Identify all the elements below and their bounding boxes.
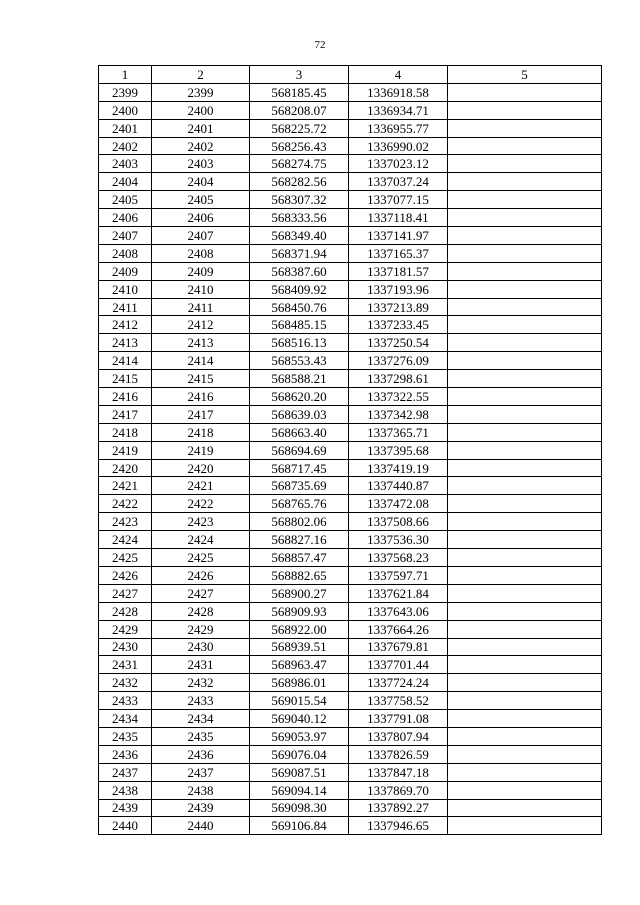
note-cell bbox=[448, 423, 602, 441]
point-number-cell: 2440 bbox=[99, 817, 152, 835]
table-row bbox=[99, 531, 602, 549]
table-row bbox=[99, 745, 602, 763]
table-row bbox=[99, 549, 602, 567]
x-coordinate-cell: 568909.93 bbox=[250, 602, 349, 620]
note-cell bbox=[448, 710, 602, 728]
point-number-cell: 2413 bbox=[99, 334, 152, 352]
x-coordinate-cell: 568802.06 bbox=[250, 513, 349, 531]
point-number-cell: 2417 bbox=[99, 405, 152, 423]
note-cell bbox=[448, 173, 602, 191]
y-coordinate-cell: 1336990.02 bbox=[349, 137, 448, 155]
point-id-cell: 2405 bbox=[152, 191, 250, 209]
y-coordinate-cell: 1337322.55 bbox=[349, 388, 448, 406]
y-coordinate-cell: 1337679.81 bbox=[349, 638, 448, 656]
point-number-cell: 2400 bbox=[99, 101, 152, 119]
x-coordinate-cell: 569076.04 bbox=[250, 745, 349, 763]
point-id-cell: 2421 bbox=[152, 477, 250, 495]
point-number-cell: 2428 bbox=[99, 602, 152, 620]
point-id-cell: 2406 bbox=[152, 209, 250, 227]
point-number-cell: 2415 bbox=[99, 370, 152, 388]
point-id-cell: 2431 bbox=[152, 656, 250, 674]
table-row bbox=[99, 584, 602, 602]
point-id-cell: 2422 bbox=[152, 495, 250, 513]
note-cell bbox=[448, 137, 602, 155]
note-cell bbox=[448, 745, 602, 763]
point-number-cell: 2436 bbox=[99, 745, 152, 763]
y-coordinate-cell: 1337118.41 bbox=[349, 209, 448, 227]
y-coordinate-cell: 1337141.97 bbox=[349, 227, 448, 245]
point-id-cell: 2400 bbox=[152, 101, 250, 119]
y-coordinate-cell: 1337077.15 bbox=[349, 191, 448, 209]
x-coordinate-cell: 568256.43 bbox=[250, 137, 349, 155]
note-cell bbox=[448, 692, 602, 710]
table-row bbox=[99, 405, 602, 423]
note-cell bbox=[448, 513, 602, 531]
point-number-cell: 2406 bbox=[99, 209, 152, 227]
point-id-cell: 2435 bbox=[152, 727, 250, 745]
point-id-cell: 2416 bbox=[152, 388, 250, 406]
point-number-cell: 2399 bbox=[99, 83, 152, 101]
note-cell bbox=[448, 280, 602, 298]
point-id-cell: 2408 bbox=[152, 244, 250, 262]
point-id-cell: 2410 bbox=[152, 280, 250, 298]
point-id-cell: 2403 bbox=[152, 155, 250, 173]
table-row bbox=[99, 692, 602, 710]
table-row bbox=[99, 388, 602, 406]
x-coordinate-cell: 568516.13 bbox=[250, 334, 349, 352]
x-coordinate-cell: 568274.75 bbox=[250, 155, 349, 173]
y-coordinate-cell: 1337643.06 bbox=[349, 602, 448, 620]
point-id-cell: 2411 bbox=[152, 298, 250, 316]
x-coordinate-cell: 568900.27 bbox=[250, 584, 349, 602]
note-cell bbox=[448, 262, 602, 280]
y-coordinate-cell: 1337508.66 bbox=[349, 513, 448, 531]
point-number-cell: 2424 bbox=[99, 531, 152, 549]
point-number-cell: 2434 bbox=[99, 710, 152, 728]
point-id-cell: 2413 bbox=[152, 334, 250, 352]
point-number-cell: 2401 bbox=[99, 119, 152, 137]
point-number-cell: 2420 bbox=[99, 459, 152, 477]
point-number-cell: 2433 bbox=[99, 692, 152, 710]
point-number-cell: 2410 bbox=[99, 280, 152, 298]
y-coordinate-cell: 1336918.58 bbox=[349, 83, 448, 101]
table-row bbox=[99, 799, 602, 817]
note-cell bbox=[448, 531, 602, 549]
x-coordinate-cell: 568553.43 bbox=[250, 352, 349, 370]
y-coordinate-cell: 1337213.89 bbox=[349, 298, 448, 316]
header-cell-5: 5 bbox=[448, 66, 602, 84]
point-number-cell: 2405 bbox=[99, 191, 152, 209]
table-row bbox=[99, 262, 602, 280]
x-coordinate-cell: 568208.07 bbox=[250, 101, 349, 119]
x-coordinate-cell: 569087.51 bbox=[250, 763, 349, 781]
point-id-cell: 2439 bbox=[152, 799, 250, 817]
note-cell bbox=[448, 495, 602, 513]
table-row bbox=[99, 566, 602, 584]
x-coordinate-cell: 569094.14 bbox=[250, 781, 349, 799]
x-coordinate-cell: 568282.56 bbox=[250, 173, 349, 191]
note-cell bbox=[448, 101, 602, 119]
point-number-cell: 2430 bbox=[99, 638, 152, 656]
point-id-cell: 2436 bbox=[152, 745, 250, 763]
note-cell bbox=[448, 799, 602, 817]
point-id-cell: 2412 bbox=[152, 316, 250, 334]
point-id-cell: 2399 bbox=[152, 83, 250, 101]
x-coordinate-cell: 568225.72 bbox=[250, 119, 349, 137]
point-number-cell: 2425 bbox=[99, 549, 152, 567]
point-number-cell: 2409 bbox=[99, 262, 152, 280]
y-coordinate-cell: 1337419.19 bbox=[349, 459, 448, 477]
x-coordinate-cell: 568333.56 bbox=[250, 209, 349, 227]
note-cell bbox=[448, 209, 602, 227]
y-coordinate-cell: 1337395.68 bbox=[349, 441, 448, 459]
point-number-cell: 2404 bbox=[99, 173, 152, 191]
table-row bbox=[99, 173, 602, 191]
table-row bbox=[99, 674, 602, 692]
x-coordinate-cell: 568349.40 bbox=[250, 227, 349, 245]
point-id-cell: 2437 bbox=[152, 763, 250, 781]
x-coordinate-cell: 568588.21 bbox=[250, 370, 349, 388]
y-coordinate-cell: 1337250.54 bbox=[349, 334, 448, 352]
table-row bbox=[99, 137, 602, 155]
y-coordinate-cell: 1337568.23 bbox=[349, 549, 448, 567]
note-cell bbox=[448, 727, 602, 745]
y-coordinate-cell: 1337193.96 bbox=[349, 280, 448, 298]
header-cell-2: 2 bbox=[152, 66, 250, 84]
page-number: 72 bbox=[314, 39, 326, 51]
note-cell bbox=[448, 781, 602, 799]
point-id-cell: 2423 bbox=[152, 513, 250, 531]
point-id-cell: 2427 bbox=[152, 584, 250, 602]
table-row bbox=[99, 638, 602, 656]
x-coordinate-cell: 568882.65 bbox=[250, 566, 349, 584]
point-id-cell: 2418 bbox=[152, 423, 250, 441]
table-row bbox=[99, 370, 602, 388]
note-cell bbox=[448, 763, 602, 781]
y-coordinate-cell: 1337037.24 bbox=[349, 173, 448, 191]
x-coordinate-cell: 569106.84 bbox=[250, 817, 349, 835]
point-number-cell: 2437 bbox=[99, 763, 152, 781]
table-row bbox=[99, 656, 602, 674]
table-row bbox=[99, 155, 602, 173]
point-number-cell: 2416 bbox=[99, 388, 152, 406]
point-id-cell: 2425 bbox=[152, 549, 250, 567]
y-coordinate-cell: 1337365.71 bbox=[349, 423, 448, 441]
header-cell-4: 4 bbox=[349, 66, 448, 84]
point-id-cell: 2404 bbox=[152, 173, 250, 191]
x-coordinate-cell: 568922.00 bbox=[250, 620, 349, 638]
point-id-cell: 2430 bbox=[152, 638, 250, 656]
point-number-cell: 2412 bbox=[99, 316, 152, 334]
table-header bbox=[99, 66, 602, 84]
y-coordinate-cell: 1337847.18 bbox=[349, 763, 448, 781]
x-coordinate-cell: 568371.94 bbox=[250, 244, 349, 262]
point-number-cell: 2421 bbox=[99, 477, 152, 495]
point-id-cell: 2432 bbox=[152, 674, 250, 692]
table-row bbox=[99, 227, 602, 245]
y-coordinate-cell: 1337621.84 bbox=[349, 584, 448, 602]
note-cell bbox=[448, 316, 602, 334]
note-cell bbox=[448, 459, 602, 477]
x-coordinate-cell: 569098.30 bbox=[250, 799, 349, 817]
note-cell bbox=[448, 477, 602, 495]
y-coordinate-cell: 1337233.45 bbox=[349, 316, 448, 334]
x-coordinate-cell: 568857.47 bbox=[250, 549, 349, 567]
x-coordinate-cell: 568450.76 bbox=[250, 298, 349, 316]
point-number-cell: 2408 bbox=[99, 244, 152, 262]
point-id-cell: 2417 bbox=[152, 405, 250, 423]
point-number-cell: 2427 bbox=[99, 584, 152, 602]
y-coordinate-cell: 1337181.57 bbox=[349, 262, 448, 280]
note-cell bbox=[448, 441, 602, 459]
point-id-cell: 2440 bbox=[152, 817, 250, 835]
x-coordinate-cell: 568735.69 bbox=[250, 477, 349, 495]
x-coordinate-cell: 568387.60 bbox=[250, 262, 349, 280]
point-id-cell: 2426 bbox=[152, 566, 250, 584]
note-cell bbox=[448, 155, 602, 173]
point-number-cell: 2435 bbox=[99, 727, 152, 745]
table-row bbox=[99, 781, 602, 799]
table-row bbox=[99, 244, 602, 262]
x-coordinate-cell: 569053.97 bbox=[250, 727, 349, 745]
point-id-cell: 2407 bbox=[152, 227, 250, 245]
table-row bbox=[99, 352, 602, 370]
table-row bbox=[99, 316, 602, 334]
x-coordinate-cell: 568409.92 bbox=[250, 280, 349, 298]
point-id-cell: 2433 bbox=[152, 692, 250, 710]
note-cell bbox=[448, 227, 602, 245]
y-coordinate-cell: 1337946.65 bbox=[349, 817, 448, 835]
point-id-cell: 2401 bbox=[152, 119, 250, 137]
table-row bbox=[99, 620, 602, 638]
x-coordinate-cell: 568639.03 bbox=[250, 405, 349, 423]
x-coordinate-cell: 568717.45 bbox=[250, 459, 349, 477]
point-number-cell: 2431 bbox=[99, 656, 152, 674]
note-cell bbox=[448, 191, 602, 209]
table-row bbox=[99, 83, 602, 101]
point-number-cell: 2429 bbox=[99, 620, 152, 638]
y-coordinate-cell: 1337472.08 bbox=[349, 495, 448, 513]
table-row bbox=[99, 191, 602, 209]
y-coordinate-cell: 1337664.26 bbox=[349, 620, 448, 638]
note-cell bbox=[448, 584, 602, 602]
y-coordinate-cell: 1337440.87 bbox=[349, 477, 448, 495]
x-coordinate-cell: 568694.69 bbox=[250, 441, 349, 459]
note-cell bbox=[448, 566, 602, 584]
table-row bbox=[99, 101, 602, 119]
note-cell bbox=[448, 405, 602, 423]
x-coordinate-cell: 568307.32 bbox=[250, 191, 349, 209]
table-row bbox=[99, 817, 602, 835]
point-number-cell: 2426 bbox=[99, 566, 152, 584]
table-row bbox=[99, 280, 602, 298]
y-coordinate-cell: 1337758.52 bbox=[349, 692, 448, 710]
x-coordinate-cell: 568765.76 bbox=[250, 495, 349, 513]
point-id-cell: 2434 bbox=[152, 710, 250, 728]
note-cell bbox=[448, 370, 602, 388]
table-row bbox=[99, 477, 602, 495]
point-id-cell: 2424 bbox=[152, 531, 250, 549]
point-id-cell: 2420 bbox=[152, 459, 250, 477]
header-cell-3: 3 bbox=[250, 66, 349, 84]
point-number-cell: 2407 bbox=[99, 227, 152, 245]
point-number-cell: 2422 bbox=[99, 495, 152, 513]
x-coordinate-cell: 568939.51 bbox=[250, 638, 349, 656]
table-row bbox=[99, 459, 602, 477]
point-id-cell: 2414 bbox=[152, 352, 250, 370]
note-cell bbox=[448, 388, 602, 406]
table-row bbox=[99, 727, 602, 745]
table-row bbox=[99, 298, 602, 316]
point-id-cell: 2402 bbox=[152, 137, 250, 155]
x-coordinate-cell: 569015.54 bbox=[250, 692, 349, 710]
y-coordinate-cell: 1337276.09 bbox=[349, 352, 448, 370]
table-body bbox=[99, 83, 602, 834]
note-cell bbox=[448, 119, 602, 137]
y-coordinate-cell: 1336934.71 bbox=[349, 101, 448, 119]
y-coordinate-cell: 1337701.44 bbox=[349, 656, 448, 674]
table-row bbox=[99, 441, 602, 459]
point-id-cell: 2429 bbox=[152, 620, 250, 638]
x-coordinate-cell: 568827.16 bbox=[250, 531, 349, 549]
y-coordinate-cell: 1337165.37 bbox=[349, 244, 448, 262]
y-coordinate-cell: 1337023.12 bbox=[349, 155, 448, 173]
point-id-cell: 2428 bbox=[152, 602, 250, 620]
x-coordinate-cell: 568963.47 bbox=[250, 656, 349, 674]
note-cell bbox=[448, 549, 602, 567]
point-id-cell: 2438 bbox=[152, 781, 250, 799]
y-coordinate-cell: 1337869.70 bbox=[349, 781, 448, 799]
x-coordinate-cell: 568485.15 bbox=[250, 316, 349, 334]
point-number-cell: 2432 bbox=[99, 674, 152, 692]
table-row bbox=[99, 513, 602, 531]
note-cell bbox=[448, 334, 602, 352]
point-id-cell: 2409 bbox=[152, 262, 250, 280]
point-id-cell: 2419 bbox=[152, 441, 250, 459]
note-cell bbox=[448, 817, 602, 835]
note-cell bbox=[448, 674, 602, 692]
point-number-cell: 2423 bbox=[99, 513, 152, 531]
y-coordinate-cell: 1337536.30 bbox=[349, 531, 448, 549]
table-row bbox=[99, 423, 602, 441]
point-number-cell: 2414 bbox=[99, 352, 152, 370]
x-coordinate-cell: 568663.40 bbox=[250, 423, 349, 441]
point-number-cell: 2439 bbox=[99, 799, 152, 817]
point-number-cell: 2438 bbox=[99, 781, 152, 799]
point-id-cell: 2415 bbox=[152, 370, 250, 388]
x-coordinate-cell: 568620.20 bbox=[250, 388, 349, 406]
point-number-cell: 2418 bbox=[99, 423, 152, 441]
x-coordinate-cell: 568986.01 bbox=[250, 674, 349, 692]
header-cell-1: 1 bbox=[99, 66, 152, 84]
table-row bbox=[99, 710, 602, 728]
x-coordinate-cell: 568185.45 bbox=[250, 83, 349, 101]
y-coordinate-cell: 1337597.71 bbox=[349, 566, 448, 584]
note-cell bbox=[448, 602, 602, 620]
note-cell bbox=[448, 83, 602, 101]
point-number-cell: 2411 bbox=[99, 298, 152, 316]
point-number-cell: 2419 bbox=[99, 441, 152, 459]
y-coordinate-cell: 1337791.08 bbox=[349, 710, 448, 728]
table-row bbox=[99, 763, 602, 781]
note-cell bbox=[448, 656, 602, 674]
y-coordinate-cell: 1336955.77 bbox=[349, 119, 448, 137]
note-cell bbox=[448, 244, 602, 262]
table-row bbox=[99, 334, 602, 352]
point-number-cell: 2403 bbox=[99, 155, 152, 173]
note-cell bbox=[448, 638, 602, 656]
x-coordinate-cell: 569040.12 bbox=[250, 710, 349, 728]
y-coordinate-cell: 1337342.98 bbox=[349, 405, 448, 423]
y-coordinate-cell: 1337892.27 bbox=[349, 799, 448, 817]
y-coordinate-cell: 1337807.94 bbox=[349, 727, 448, 745]
point-number-cell: 2402 bbox=[99, 137, 152, 155]
table-row bbox=[99, 602, 602, 620]
coordinates-table bbox=[98, 65, 602, 835]
y-coordinate-cell: 1337724.24 bbox=[349, 674, 448, 692]
note-cell bbox=[448, 620, 602, 638]
y-coordinate-cell: 1337298.61 bbox=[349, 370, 448, 388]
table-row bbox=[99, 119, 602, 137]
y-coordinate-cell: 1337826.59 bbox=[349, 745, 448, 763]
header-row bbox=[99, 66, 602, 84]
table-row bbox=[99, 495, 602, 513]
note-cell bbox=[448, 298, 602, 316]
table-row bbox=[99, 209, 602, 227]
note-cell bbox=[448, 352, 602, 370]
